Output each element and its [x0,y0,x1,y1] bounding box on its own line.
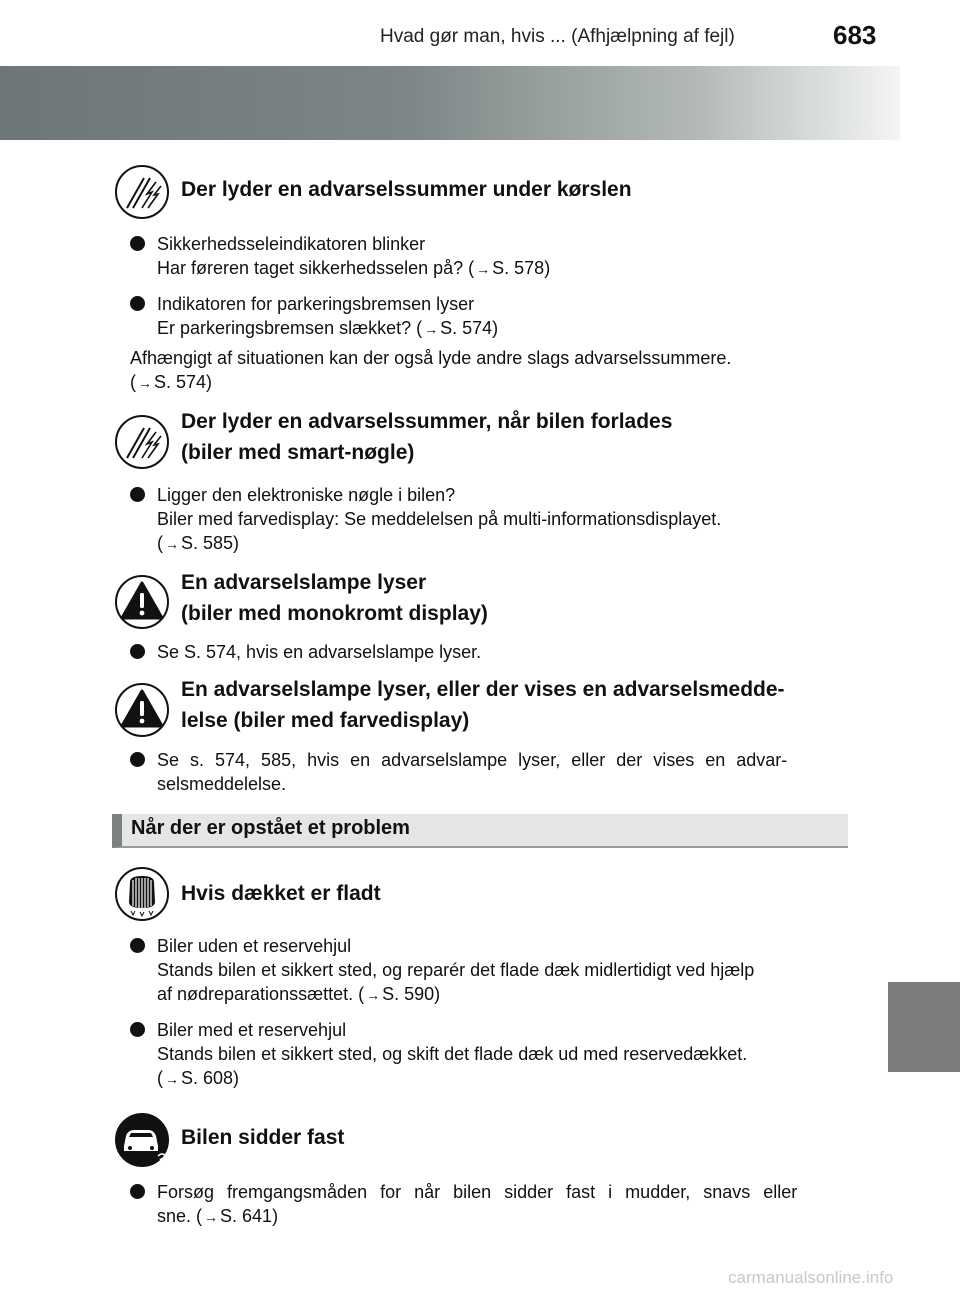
buzzer-icon [114,164,170,220]
page-reference: S. 585) [181,533,240,553]
arrow-icon: → [165,1071,179,1087]
bullet-dot [130,1022,145,1037]
item-text: Har føreren taget sikkerhedsselen på? ( [157,258,475,278]
item-title: Sikkerhedsseleindikatoren blinker [157,234,426,254]
list-item [130,748,842,796]
arrow-icon: → [165,536,179,552]
item-text: ( [157,533,163,553]
list-item [130,483,842,556]
arrow-icon: → [204,1209,219,1225]
item-title: Biler uden et reservehjul [157,936,352,956]
section-heading [181,406,672,468]
item-text: Stands bilen et sikkert sted, og reparér det flade dæk midlertidigt ved hjælp [157,960,755,980]
heading-line: (biler med monokromt display) [181,602,488,625]
heading-line: lelse (biler med farvedisplay) [181,709,470,732]
page-reference: S. 578) [492,258,551,278]
heading-line: (biler med smart-nøgle) [181,441,415,464]
item-text: Se s. 574, 585, hvis en advarselslampe lyser, eller der vises en advar- [157,750,788,770]
list-item [130,232,842,281]
section-heading: Bilen sidder fast [181,1126,345,1149]
bullet-dot [130,938,145,953]
section-heading [181,567,488,629]
bullet-dot [130,752,145,767]
list-item [130,934,842,1007]
section-bar-title: Når der er opstået et problem [131,817,410,839]
page-reference: S. 641) [220,1206,279,1226]
item-text: Forsøg fremgangsmåden for når bilen sidder fast i mudder, snavs eller [157,1182,798,1202]
heading-line: En advarselslampe lyser, eller der vises en advarselsmedde- [181,678,785,701]
arrow-icon: → [138,375,152,391]
item-text: ( [157,1068,163,1088]
list-item [130,1180,842,1229]
section-heading: Der lyder en advarselssummer under kørslen [181,178,632,201]
paragraph-text: Afhængigt af situationen kan der også lyde andre slags advarselssummere. [130,348,732,368]
page-reference: S. 574) [440,318,499,338]
paragraph [130,346,842,395]
stuck-car-icon [114,1112,170,1168]
item-title: Indikatoren for parkeringsbremsen lyser [157,294,475,314]
item-text: sne. ( [157,1206,203,1226]
item-text: Se S. 574, hvis en advarselslampe lyser. [157,642,482,662]
item-text: selsmeddelelse. [157,774,287,794]
section-bar [112,814,848,848]
buzzer-icon [114,414,170,470]
arrow-icon: → [366,987,381,1003]
bullet-dot [130,487,145,502]
page-reference: S. 608) [181,1068,240,1088]
list-item [130,640,842,664]
arrow-icon: → [424,321,439,337]
watermark: carmanualsonline.info [728,1268,894,1287]
running-header: Hvad gør man, hvis ... (Afhjælpning af fejl) [380,26,735,47]
page-reference: S. 574) [154,372,213,392]
list-item [130,292,842,341]
page-reference: S. 590) [382,984,441,1004]
header-banner [0,66,900,140]
flat-tire-icon [114,866,170,922]
paragraph-text: ( [130,372,136,392]
section-heading [181,674,841,736]
item-text: af nødreparationssættet. ( [157,984,365,1004]
item-title: Ligger den elektroniske nøgle i bilen? [157,485,456,505]
bullet-dot [130,296,145,311]
item-text: Biler med farvedisplay: Se meddelelsen på multi-informationsdisplayet. [157,509,722,529]
list-item [130,1018,842,1091]
warning-triangle-icon [114,682,170,738]
chapter-tab [888,982,960,1072]
bullet-dot [130,236,145,251]
item-text: Er parkeringsbremsen slækket? ( [157,318,423,338]
heading-line: En advarselslampe lyser [181,571,427,594]
heading-line: Der lyder en advarselssummer, når bilen forlades [181,410,673,433]
bullet-dot [130,1184,145,1199]
arrow-icon: → [476,261,491,277]
warning-triangle-icon [114,574,170,630]
item-text: Stands bilen et sikkert sted, og skift det flade dæk ud med reservedækket. [157,1044,748,1064]
item-title: Biler med et reservehjul [157,1020,347,1040]
page-number: 683 [833,20,877,50]
bullet-dot [130,644,145,659]
section-heading: Hvis dækket er fladt [181,882,381,905]
